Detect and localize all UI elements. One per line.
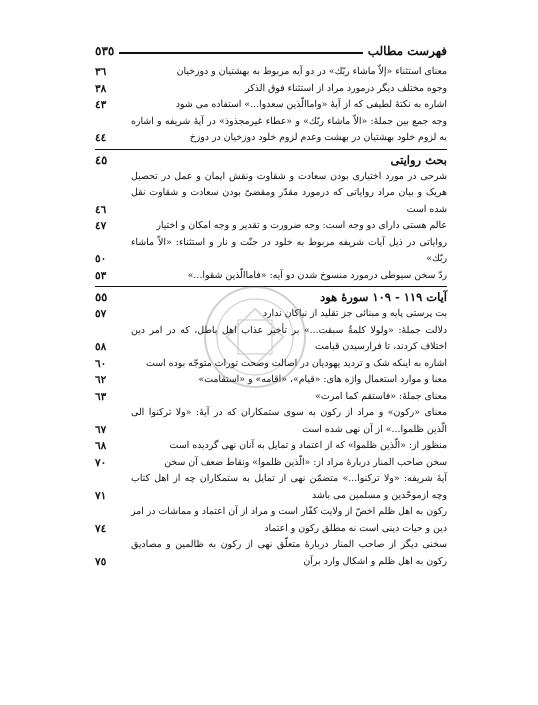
library-stamp-watermark xyxy=(200,282,310,392)
toc-entry-text: دلالت جملهٔ: «ولولا کلمةٌ سبقت...» بر تأخیر عذاب اهل باطل، که در امر دین اختلاف کردند، تا فرارسیدن قیامت xyxy=(131,324,447,352)
toc-entry-text: ردّ سخن سیوطی درمورد منسوخ شدن دو آیه: «فاماالّذین شقوا...» xyxy=(187,269,447,281)
toc-entry xyxy=(95,235,447,268)
toc-entry-page: ٣٨ xyxy=(95,82,107,95)
toc-entry-page: ٤٤ xyxy=(95,132,107,144)
toc-entry-text: عالم هستی دارای دو وجه است: وجه ضرورت و تقدیر و وجه امکان و اختیار xyxy=(156,220,447,231)
page-header xyxy=(95,38,447,58)
toc-entry xyxy=(95,218,447,235)
toc-entry-page: ٤٧ xyxy=(95,220,107,232)
toc-entry-page: ٥٨ xyxy=(95,341,107,353)
toc-entry-page: ٦٣ xyxy=(95,390,107,403)
section-heading-page: ٤٥ xyxy=(95,152,108,167)
toc-entry-text: معنا و موارد استعمال واژه های: «قیام»، «اقامه» و «استقامت» xyxy=(198,374,447,385)
section-heading-text: بحث روایتی xyxy=(390,152,447,167)
toc-entry-text: رکون به اهل ظلم اخصّ از ولایت کفّار است و مراد از آن اعتماد و مماشات در امر دین و حیات دینی است نه مطلق رکون و اعتماد xyxy=(131,506,447,534)
toc-entry-page: ٦٨ xyxy=(95,440,107,452)
toc-entry-page: ٤٣ xyxy=(95,99,107,111)
toc-entry-page: ٣٦ xyxy=(95,66,107,78)
toc-entry-page: ٧١ xyxy=(95,489,107,502)
toc-entry-page: ٥٧ xyxy=(95,308,107,320)
toc-entry xyxy=(95,81,447,98)
toc-entry xyxy=(95,504,447,537)
toc-entry-page: ٦٧ xyxy=(95,423,107,436)
toc-entry-text: وجوه مختلف دیگر درمورد مراد از استثناء فوق الذکر xyxy=(245,82,447,94)
toc-entry-text: معنای «رکون» و مراد از رکون به سوی ستمکاران که در آیهٔ: «ولا ترکنوا الی الّذین ظلموا...» از آن نهی شده است xyxy=(131,407,447,435)
toc-entry-text: آیهٔ شریفه: «ولا ترکنوا...» متضمّن نهی از تمایل به ستمکاران چه از اهل کتاب وچه ازموحّدین و مسلمین می باشد xyxy=(131,473,447,501)
toc-entry-text: سخنی دیگر از صاحب المنار دربارهٔ متعلّق نهی از رکون به ظالمین و مصادیق رکون به اهل ظلم و اشکال وارد برآن xyxy=(131,539,447,567)
page-header-title: فهرست مطالب xyxy=(367,44,447,58)
header-rule xyxy=(119,52,362,54)
section-heading-text: آیات ١١٩ - ١٠٩ سورهٔ هود xyxy=(320,290,447,304)
toc-entry-text: اشاره به اینکه شک و تردید یهودیان در اصالت وصحت تورات متوجّه بوده است xyxy=(146,357,447,369)
toc-entry xyxy=(95,64,447,81)
toc-entry-page: ٧٠ xyxy=(95,456,107,469)
toc-entry xyxy=(95,97,447,114)
toc-entry-text: معنای جملهٔ: «فاستقم کما امرت» xyxy=(315,390,447,402)
toc-entry-page: ٦٠ xyxy=(95,357,107,370)
toc-entry xyxy=(95,405,447,438)
toc-entry-text: بت پرستی پایه و مبنائی جز تقلید از نیاکان ندارد xyxy=(262,308,447,319)
toc-entry-page: ٧٥ xyxy=(95,555,107,568)
toc-entry-page: ٦٢ xyxy=(95,374,107,386)
toc-entry-page: ٤٦ xyxy=(95,203,107,216)
toc-entry-text: وجه جمع بین جملهٔ: «الاّ ماشاء ربّك» و «عطاء غیرمجذوذ» در آیهٔ شریفه و اشاره به لزوم خلود بهشتیان در بهشت وعدم لزوم خلود دوزخیان در دوزخ xyxy=(131,115,447,143)
toc-entry xyxy=(95,114,447,147)
toc-entry-text: شرحی در مورد اختیاری بودن سعادت و شقاوت ونقش ایمان و عمل در تحصیل هریک و بیان مراد روایاتی که درمورد مقدّر ومقضیّ بودن سعادت و شقاوت نقل شده است xyxy=(131,170,447,215)
toc-entry-page: ٧٤ xyxy=(95,522,107,535)
toc-entry-text: اشاره به نکتهٔ لطیفی که از آیهٔ «واماالّذین سعدوا...» استفاده می شود xyxy=(175,99,447,110)
section-heading-page: ٥٥ xyxy=(95,290,108,304)
toc-entry-text: معنای استثناء «إلاّ ماشاء ربّك» در دو آیه مربوط به بهشتیان و دوزخیان xyxy=(176,66,447,77)
toc-entry-page: ٥٠ xyxy=(95,253,107,265)
toc-entry xyxy=(95,438,447,455)
toc-entry-text: روایاتی در ذیل آیات شریفه مربوط به خلود در جنّت و نار و استثناء: «الاّ ماشاء ربّك» xyxy=(131,236,447,264)
toc-entry-page: ٥٣ xyxy=(95,269,107,282)
toc-entry xyxy=(95,471,447,504)
toc-entry xyxy=(95,455,447,472)
toc-section-heading xyxy=(95,149,447,169)
toc-entry-text: منظور از: «الّذین ظلموا» که از اعتماد و تمایل به آنان نهی گردیده است xyxy=(169,440,447,451)
toc-entry xyxy=(95,537,447,570)
toc-entry xyxy=(95,169,447,219)
toc-entry-text: سخن صاحب المنار دربارهٔ مراد از: «الّذین ظلموا» ونقاط ضعف آن سخن xyxy=(164,456,447,468)
page-number: ٥٣٥ xyxy=(95,44,115,58)
